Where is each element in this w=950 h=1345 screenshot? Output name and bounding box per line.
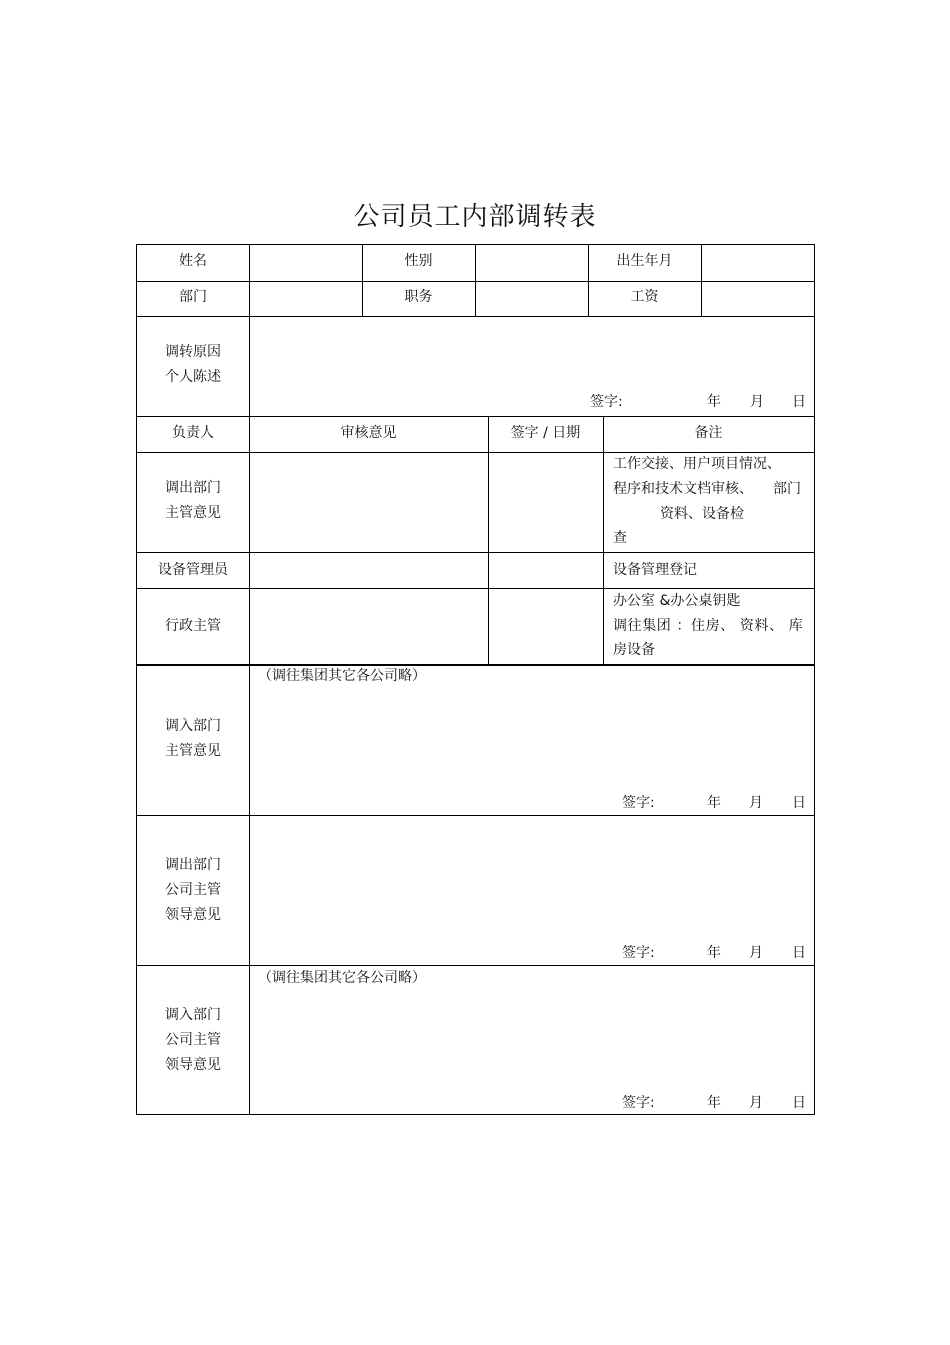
year-label: 年 <box>707 1095 721 1111</box>
day-label: 日 <box>792 1095 806 1111</box>
in-company-label <box>137 1003 249 1078</box>
equipment-sign-field[interactable] <box>489 553 602 588</box>
row-divider <box>137 416 814 417</box>
opinion-header: 审核意见 <box>340 425 397 441</box>
out-dept-remark-line1: 工作交接、用户项目情况、 <box>613 456 781 472</box>
day-label: 日 <box>792 795 806 811</box>
reason-label <box>137 340 249 390</box>
gender-label: 性别 <box>404 253 433 269</box>
out-company-label <box>137 853 249 928</box>
year-label: 年 <box>707 945 721 961</box>
in-dept-label-line2: 主管意见 <box>165 743 221 759</box>
salary-field[interactable] <box>702 282 813 316</box>
out-dept-label-line1: 调出部门 <box>165 480 221 496</box>
birth-label: 出生年月 <box>616 253 673 269</box>
out-dept-remark-line4: 查 <box>613 530 627 546</box>
sign-date-header: 签字 / 日期 <box>510 425 581 441</box>
out-dept-remark-line2a: 程序和技术文档审核、 <box>613 481 753 497</box>
sign-label: 签字: <box>590 394 623 410</box>
name-field[interactable] <box>250 245 361 281</box>
out-dept-label <box>137 476 249 526</box>
col-divider <box>603 417 604 664</box>
reason-label-line2: 个人陈述 <box>165 369 221 385</box>
admin-remark-line1: 办公室 &办公桌钥匙 <box>613 593 741 609</box>
out-company-label-line3: 领导意见 <box>165 907 221 923</box>
admin-opinion-field[interactable] <box>250 589 487 664</box>
in-company-label-line3: 领导意见 <box>165 1057 221 1073</box>
out-dept-remark-line3: 资料、设备检 <box>660 506 744 522</box>
admin-remark-line2: 调往集团 ：住房、 资料、 库 <box>613 618 804 634</box>
admin-label: 行政主管 <box>165 618 221 634</box>
out-company-label-line2: 公司主管 <box>165 882 221 898</box>
sign-label: 签字: <box>622 945 655 961</box>
dept-label: 部门 <box>179 289 207 305</box>
month-label: 月 <box>749 1095 763 1111</box>
reason-label-line1: 调转原因 <box>165 344 221 360</box>
name-label: 姓名 <box>179 253 207 269</box>
year-label: 年 <box>707 394 721 410</box>
out-dept-label-line2: 主管意见 <box>165 505 221 521</box>
in-company-note: （调往集团其它各公司略） <box>258 970 426 986</box>
out-company-opinion-field[interactable] <box>250 816 813 940</box>
month-label: 月 <box>750 394 764 410</box>
in-company-label-line2: 公司主管 <box>165 1032 221 1048</box>
gender-field[interactable] <box>476 245 587 281</box>
in-dept-label-line1: 调入部门 <box>165 718 221 734</box>
sign-label: 签字: <box>622 795 655 811</box>
owner-header: 负责人 <box>172 425 214 441</box>
month-label: 月 <box>749 795 763 811</box>
year-label: 年 <box>707 795 721 811</box>
in-company-opinion-field[interactable] <box>250 992 813 1090</box>
position-field[interactable] <box>476 282 587 316</box>
admin-sign-field[interactable] <box>489 589 602 664</box>
in-dept-note: （调往集团其它各公司略） <box>258 668 426 684</box>
in-dept-opinion-field[interactable] <box>250 690 813 790</box>
equipment-label: 设备管理员 <box>158 562 228 578</box>
out-dept-opinion-field[interactable] <box>250 453 487 552</box>
in-company-label-line1: 调入部门 <box>165 1007 221 1023</box>
equipment-remark: 设备管理登记 <box>613 562 697 578</box>
out-dept-remark-line2b: 部门 <box>773 481 801 497</box>
day-label: 日 <box>792 945 806 961</box>
in-dept-label <box>137 714 249 764</box>
reason-field[interactable] <box>250 317 813 387</box>
row-divider <box>137 965 814 966</box>
day-label: 日 <box>792 394 806 410</box>
month-label: 月 <box>749 945 763 961</box>
remark-header: 备注 <box>694 425 723 441</box>
admin-remark-line3: 房设备 <box>613 642 655 658</box>
birth-field[interactable] <box>702 245 813 281</box>
salary-label: 工资 <box>630 289 659 305</box>
dept-field[interactable] <box>250 282 361 316</box>
out-dept-sign-field[interactable] <box>489 453 602 552</box>
position-label: 职务 <box>404 289 433 305</box>
equipment-opinion-field[interactable] <box>250 553 487 588</box>
out-company-label-line1: 调出部门 <box>165 857 221 873</box>
sign-label: 签字: <box>622 1095 655 1111</box>
page-title: 公司员工内部调转表 <box>353 202 597 232</box>
